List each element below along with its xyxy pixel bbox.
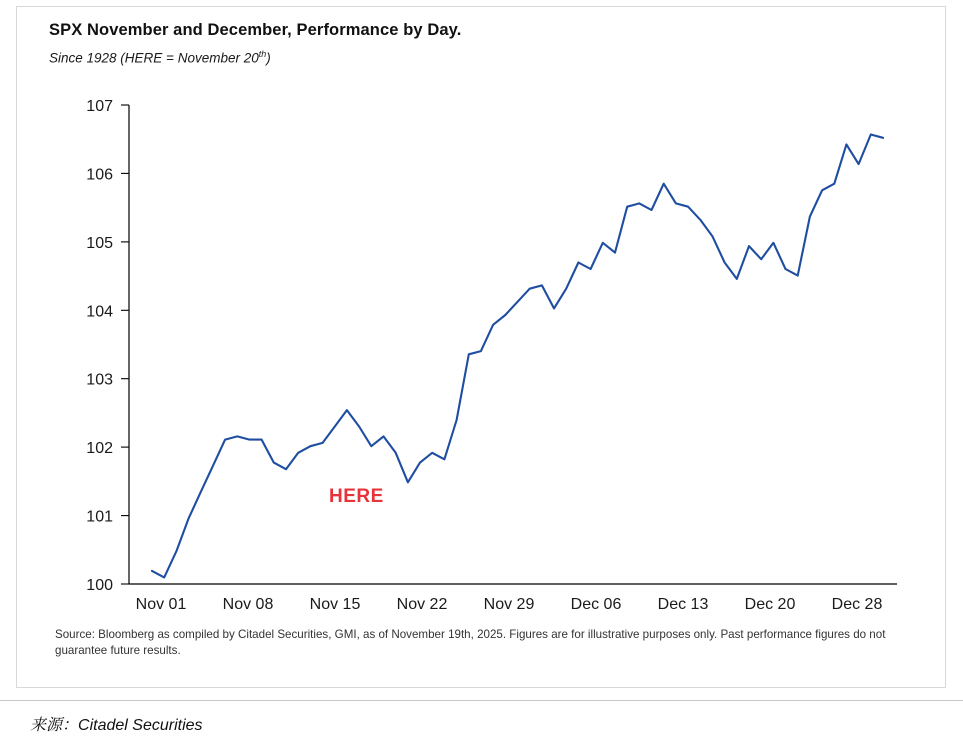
page-title: SPX November and December, Performance by Day. [49, 21, 462, 39]
x-tick-label-dec-28: Dec 28 [831, 596, 883, 613]
x-tick-label-nov-22: Nov 22 [396, 596, 448, 613]
subtitle-suffix: ) [266, 50, 271, 66]
chart-plot-area [17, 87, 945, 617]
chart-subtitle [49, 49, 271, 66]
source-note: Source: Bloomberg as compiled by Citadel Securities, GMI, as of November 19th, 2025. Figures are for illustrative purposes only. Past performance figures do not guarantee future results. [55, 628, 886, 657]
footer-source [30, 712, 203, 735]
y-tick-label-105: 105 [86, 234, 113, 252]
annotation-here: HERE [329, 486, 384, 507]
series-line-spx [152, 135, 883, 578]
footer-brand: Citadel [78, 717, 128, 734]
y-tick-label-100: 100 [86, 577, 113, 594]
x-tick-label-dec-13: Dec 13 [657, 596, 709, 613]
y-tick-label-102: 102 [86, 440, 113, 458]
x-tick-label-nov-29: Nov 29 [483, 596, 535, 613]
y-axis [86, 98, 129, 594]
chart-card [16, 6, 946, 688]
y-tick-group [121, 105, 129, 584]
x-tick-label-nov-15: Nov 15 [309, 596, 361, 613]
y-tick-label-107: 107 [86, 98, 113, 115]
x-tick-label-nov-01: Nov 01 [135, 596, 187, 613]
footer-suffix: Securities [127, 717, 203, 734]
x-tick-label-dec-20: Dec 20 [744, 596, 796, 613]
x-tick-label-nov-08: Nov 08 [222, 596, 274, 613]
subtitle-superscript: th [258, 49, 267, 59]
y-tick-label-104: 104 [86, 303, 113, 321]
x-tick-label-dec-06: Dec 06 [570, 596, 622, 613]
line-chart-svg [17, 87, 945, 617]
y-tick-label-106: 106 [86, 166, 113, 184]
x-axis [129, 584, 897, 613]
subtitle-prefix: Since 1928 (HERE = November 20 [49, 50, 259, 66]
y-tick-label-103: 103 [86, 371, 113, 389]
footer-prefix: 来源： [30, 717, 79, 734]
y-tick-label-101: 101 [86, 508, 113, 526]
